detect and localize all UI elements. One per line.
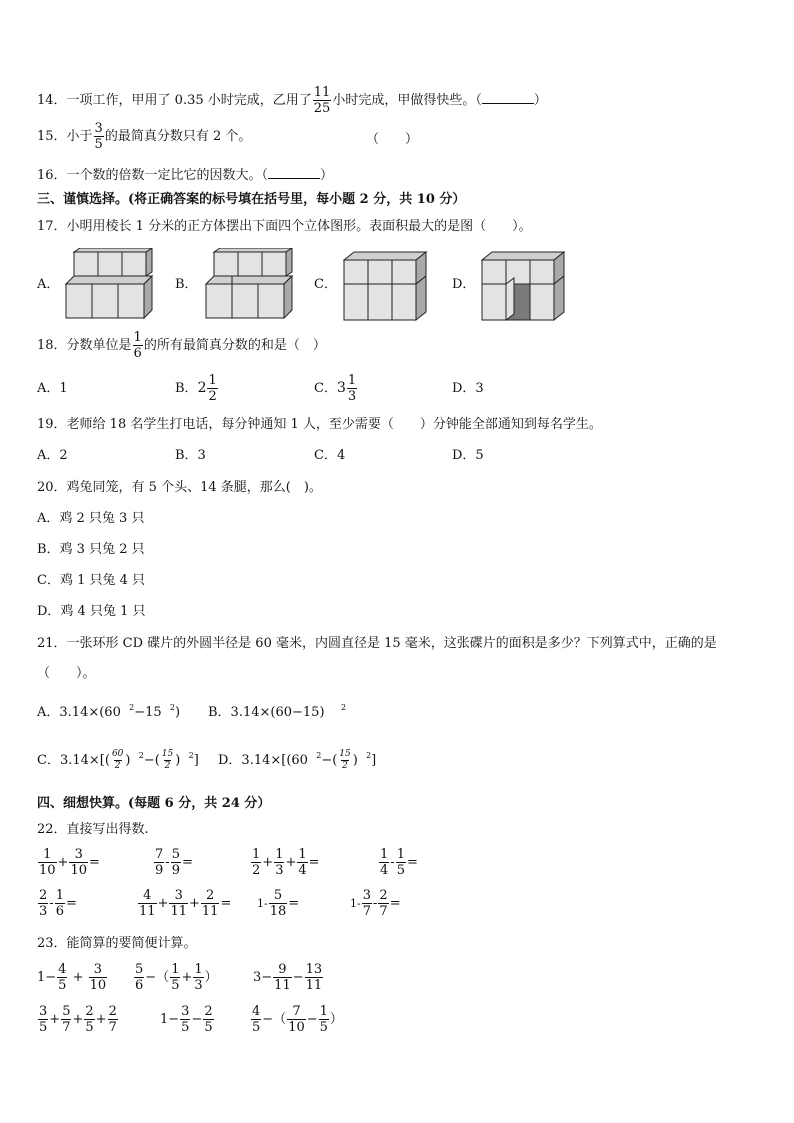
option-label-d: D． [452, 277, 476, 292]
question-21: 21．一张环形 CD 碟片的外圆半径是 60 毫米，内圆直径是 15 毫米，这张碟片的面积是多少？下列算式中，正确的是 [37, 636, 717, 651]
question-21-cont: （ ）。 [37, 666, 96, 681]
q22-expr-4: $\frac{1}{4}$ - $\frac{1}{5}$ = [380, 847, 418, 878]
cube-figure-b [200, 248, 300, 324]
q19-option-b[interactable]: B．3 [175, 448, 206, 463]
q21-option-a[interactable]: A．3.14×(60 $^2$−15 $^2$) [37, 703, 181, 720]
q18-option-c[interactable]: C．3 $\frac{1}{3}$ [314, 373, 357, 404]
q20-option-a[interactable]: A．鸡 2 只兔 3 只 [37, 511, 145, 526]
q20-option-c[interactable]: C．鸡 1 只兔 4 只 [37, 573, 146, 588]
q23-expr-2: $\frac{5}{6}$ −（ $\frac{1}{5}$ + $\frac{1}{3}$ ） [135, 962, 218, 993]
section-4-heading: 四、细想快算。(每题 6 分，共 24 分） [37, 796, 271, 811]
option-label-a: A． [37, 277, 60, 292]
q23-expr-1: 1− $\frac{4}{5}$ + $\frac{3}{10}$ [37, 962, 107, 993]
question-18: 18．分数单位是 $\frac{1}{6}$ 的所有最简真分数的和是（ ） [37, 330, 326, 361]
question-17: 17．小明用棱长 1 分米的正方体摆出下面四个立体图形。表面积最大的是图（ ）。 [37, 219, 532, 234]
q22-expr-1: $\frac{1}{10}$ + $\frac{3}{10}$ = [39, 847, 100, 878]
q21-option-d[interactable]: D．3.14×[(60 $^2$−( $\frac{15}{2}$ ) $^2$] [218, 749, 377, 771]
answer-paren[interactable]: （ ） [366, 132, 419, 147]
question-20: 20．鸡兔同笼，有 5 个头、14 条腿，那么( )。 [37, 480, 322, 495]
q23-expr-4: $\frac{3}{5}$ + $\frac{5}{7}$ + $\frac{2}{5}$ + $\frac{2}{7}$ [39, 1004, 117, 1035]
q20-option-d[interactable]: D．鸡 4 只兔 1 只 [37, 604, 146, 619]
q18-option-a[interactable]: A．1 [37, 381, 68, 396]
q22-expr-3: $\frac{1}{2}$ + $\frac{1}{3}$ + $\frac{1}{4}$ = [252, 847, 320, 878]
option-label-c: C． [314, 277, 337, 292]
q18-option-b[interactable]: B．2 $\frac{1}{2}$ [175, 373, 217, 404]
fraction: $\frac{1}{6}$ [133, 330, 142, 361]
cube-figure-a [60, 248, 160, 324]
q22-expr-6: $\frac{4}{11}$ + $\frac{3}{11}$ + $\frac{2}{11}$ = [139, 888, 232, 919]
question-22: 22．直接写出得数. [37, 822, 149, 837]
q18-option-d[interactable]: D．3 [452, 381, 484, 396]
q20-option-b[interactable]: B．鸡 3 只兔 2 只 [37, 542, 145, 557]
q22-expr-7: 1- $\frac{5}{18}$ = [257, 888, 300, 919]
question-16: 16．一个数的倍数一定比它的因数大。（ ） [37, 168, 334, 183]
question-15: 15．小于 $\frac{3}{5}$ 的最简真分数只有 2 个。 [37, 121, 252, 152]
answer-blank[interactable] [268, 168, 320, 179]
q22-expr-8: 1- $\frac{3}{7}$ - $\frac{2}{7}$ = [350, 888, 401, 919]
q23-expr-3: 3− $\frac{9}{11}$ − $\frac{13}{11}$ [253, 962, 323, 993]
q21-option-c[interactable]: C．3.14×[( $\frac{60}{2}$ ) $^2$−( $\frac{15}{2}$ ) $^2$] [37, 749, 199, 771]
q23-expr-6: $\frac{4}{5}$ −（ $\frac{7}{10}$ − $\frac{1}{5}$ ） [252, 1004, 343, 1035]
cube-figure-d [478, 248, 578, 324]
q19-option-d[interactable]: D．5 [452, 448, 484, 463]
question-23: 23．能简算的要简便计算。 [37, 936, 197, 951]
q22-expr-2: $\frac{7}{9}$ - $\frac{5}{9}$ = [155, 847, 193, 878]
answer-blank[interactable] [482, 93, 534, 104]
question-14: 14．一项工作，甲用了 0.35 小时完成，乙用了 $\frac{11}{25}$ 小时完成，甲做得快些。（ ） [37, 85, 547, 116]
q21-option-b[interactable]: B．3.14×(60−15) $^2$ [208, 703, 347, 720]
fraction: $\frac{11}{25}$ [313, 85, 331, 116]
option-label-b: B． [175, 277, 198, 292]
q22-expr-5: $\frac{2}{3}$ - $\frac{1}{6}$ = [39, 888, 77, 919]
fraction: $\frac{3}{5}$ [94, 121, 103, 152]
section-3-heading: 三、谨慎选择。(将正确答案的标号填在括号里，每小题 2 分，共 10 分） [37, 192, 466, 207]
question-19: 19．老师给 18 名学生打电话，每分钟通知 1 人，至少需要（ ）分钟能全部通知到每名学生。 [37, 417, 602, 432]
q19-option-c[interactable]: C．4 [314, 448, 346, 463]
cube-figure-c [340, 248, 440, 324]
q23-expr-5: 1− $\frac{3}{5}$ − $\frac{2}{5}$ [160, 1004, 213, 1035]
q19-option-a[interactable]: A．2 [37, 448, 68, 463]
